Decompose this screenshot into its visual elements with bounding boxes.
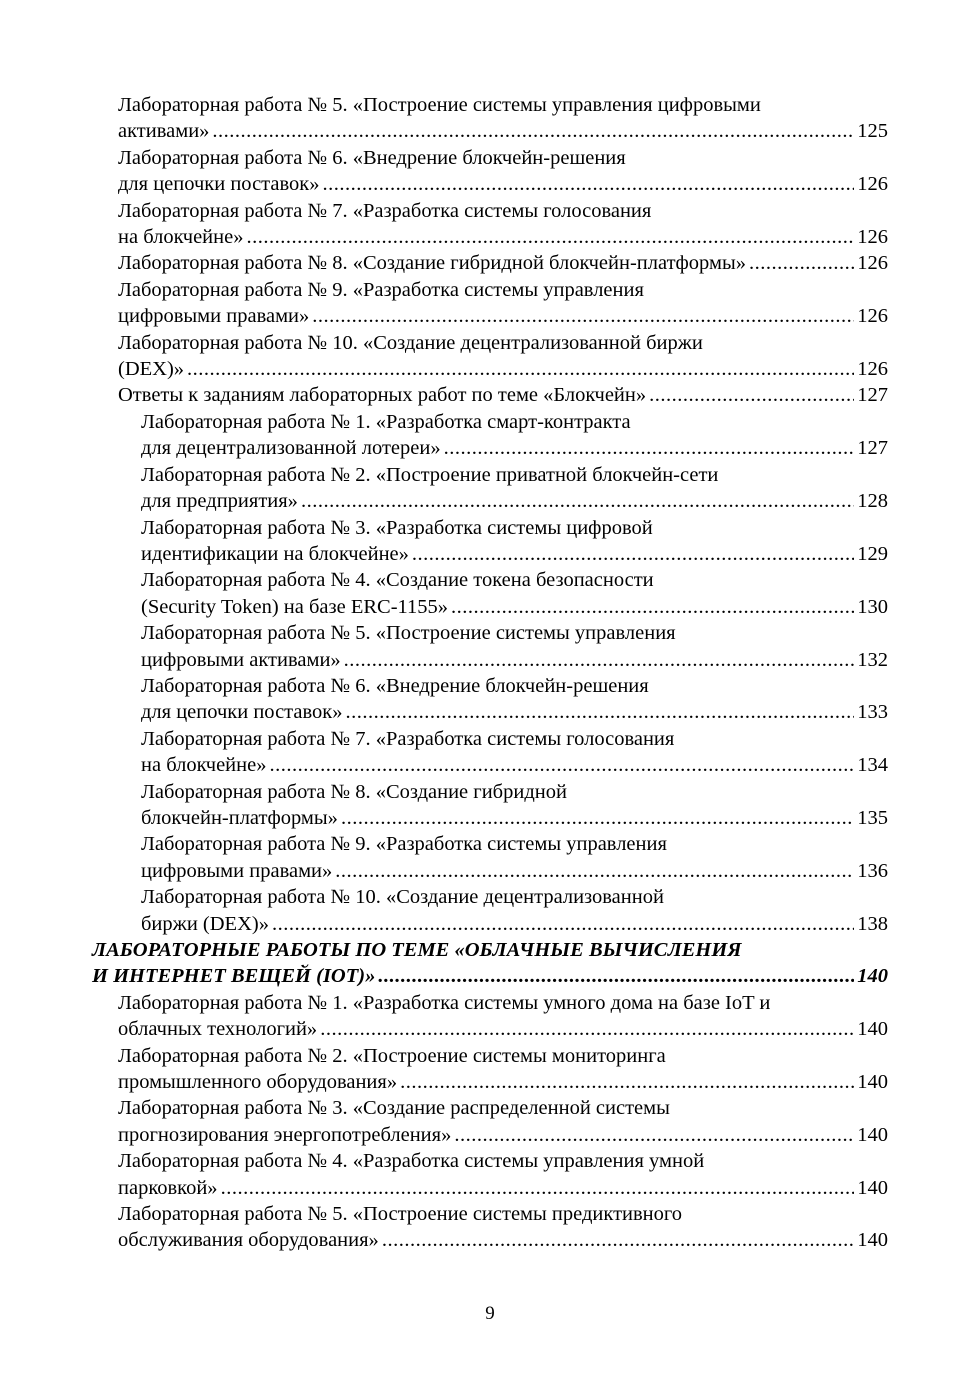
toc-page-number: 140 (857, 1229, 888, 1252)
toc-entry-title-line: блокчейн-платформы» (141, 806, 338, 829)
toc-entry-title-line: Лабораторная работа № 5. «Построение системы предиктивного (118, 1203, 683, 1226)
dot-leader (378, 963, 854, 989)
toc-page-number: 138 (857, 912, 888, 935)
toc-entry[interactable] (92, 1043, 888, 1096)
toc-page-number: 135 (857, 806, 888, 829)
toc-entry-title-line: для предприятия» (141, 490, 298, 513)
toc-entry-title-line: на блокчейне» (141, 754, 267, 777)
toc-entry-title-line: парковкой» (118, 1176, 218, 1199)
dot-leader (454, 1122, 854, 1148)
toc-entry[interactable] (92, 145, 888, 198)
dot-leader (301, 488, 854, 514)
toc-entry-title-line: прогнозирования энергопотребления» (118, 1123, 452, 1146)
dot-leader (451, 594, 854, 620)
toc-entry-title-line: цифровыми правами» (118, 305, 310, 328)
toc-page-number: 126 (857, 305, 888, 328)
toc-entry-title-line: Лабораторная работа № 6. «Внедрение блокчейн-решения (141, 674, 649, 697)
toc-entry[interactable] (92, 330, 888, 383)
toc-entry-title-line: активами» (118, 120, 210, 143)
toc-entry[interactable] (92, 620, 888, 673)
dot-leader (272, 911, 854, 937)
toc-page-number: 126 (857, 252, 888, 275)
dot-leader (382, 1227, 854, 1253)
toc-page-number: 130 (857, 595, 888, 618)
dot-leader (444, 435, 855, 461)
toc-entry-title-line: Лабораторная работа № 5. «Построение системы управления цифровыми (118, 94, 761, 116)
table-of-contents (92, 92, 888, 1254)
dot-leader (412, 541, 854, 567)
toc-entry[interactable] (92, 409, 888, 462)
toc-entry-title-line: Лабораторная работа № 10. «Создание децентрализованной (141, 886, 664, 909)
toc-entry-title-line: обслуживания оборудования» (118, 1229, 379, 1252)
toc-entry[interactable] (92, 198, 888, 251)
toc-entry-title-line: Лабораторная работа № 1. «Разработка смарт-контракта (141, 410, 631, 433)
toc-entry-title-line: (Security Token) на базе ERC-1155» (141, 595, 449, 618)
toc-entry-title-line: (DEX)» (118, 358, 185, 381)
toc-entry[interactable] (92, 250, 888, 276)
dot-leader (322, 171, 854, 197)
toc-page-number: 128 (857, 490, 888, 513)
toc-entry[interactable] (92, 673, 888, 726)
toc-entry[interactable] (92, 779, 888, 832)
toc-entry-title-line: Лабораторная работа № 3. «Создание распределенной системы (118, 1097, 670, 1120)
toc-entry-title-line: цифровыми правами» (141, 859, 333, 882)
toc-page-number: 134 (857, 754, 888, 777)
toc-entry-title-line: Лабораторная работа № 5. «Построение системы управления (141, 622, 676, 645)
toc-entry[interactable] (92, 937, 888, 990)
toc-entry-title-line: Лабораторная работа № 1. «Разработка системы умного дома на базе IoT и (118, 991, 771, 1014)
dot-leader (269, 752, 854, 778)
toc-page-number: 136 (857, 859, 888, 882)
toc-entry-title-line: Ответы к заданиям лабораторных работ по теме «Блокчейн» (118, 384, 647, 407)
toc-entry-title-line: Лабораторная работа № 9. «Разработка системы управления (118, 278, 644, 301)
toc-entry[interactable] (92, 1148, 888, 1201)
toc-entry-title-line: для децентрализованной лотереи» (141, 437, 441, 460)
dot-leader (320, 1016, 854, 1042)
dot-leader (221, 1175, 855, 1201)
toc-page-number: 140 (857, 1018, 888, 1041)
dot-leader (341, 805, 854, 831)
toc-entry[interactable] (92, 277, 888, 330)
toc-entry-title-line: Лабораторная работа № 3. «Разработка системы цифровой (141, 516, 653, 539)
dot-leader (749, 250, 854, 276)
toc-entry-title-line: цифровыми активами» (141, 648, 341, 671)
toc-page-number: 125 (857, 120, 888, 143)
toc-entry[interactable] (92, 1095, 888, 1148)
toc-page-number: 127 (857, 384, 888, 407)
toc-entry[interactable] (92, 831, 888, 884)
toc-entry-title-line: Лабораторная работа № 8. «Создание гибридной (141, 780, 567, 803)
toc-entry-title-line: на блокчейне» (118, 226, 244, 249)
toc-page-number: 133 (857, 701, 888, 724)
toc-entry-title-line: ЛАБОРАТОРНЫЕ РАБОТЫ ПО ТЕМЕ «ОБЛАЧНЫЕ ВЫЧИСЛЕНИЯ (92, 939, 742, 961)
toc-entry-title-line: Лабораторная работа № 4. «Создание токена безопасности (141, 569, 654, 592)
toc-page-number: 129 (857, 542, 888, 565)
toc-page-number: 140 (857, 1071, 888, 1094)
toc-entry[interactable] (92, 462, 888, 515)
page-number: 9 (485, 1303, 495, 1324)
dot-leader (335, 858, 854, 884)
toc-page-number: 140 (857, 1123, 888, 1146)
toc-entry-title-line: идентификации на блокчейне» (141, 542, 409, 565)
toc-entry[interactable] (92, 567, 888, 620)
toc-entry-title-line: для цепочки поставок» (141, 701, 343, 724)
toc-entry-title-line: Лабораторная работа № 6. «Внедрение блокчейн-решения (118, 146, 626, 169)
dot-leader (312, 303, 854, 329)
dot-leader (649, 382, 854, 408)
toc-entry-title-line: Лабораторная работа № 7. «Разработка системы голосования (118, 199, 652, 222)
toc-page-number: 132 (857, 648, 888, 671)
toc-entry[interactable] (92, 990, 888, 1043)
toc-entry-title-line: для цепочки поставок» (118, 173, 320, 196)
toc-entry-title-line: Лабораторная работа № 10. «Создание децентрализованной биржи (118, 331, 703, 354)
toc-entry-title-line: промышленного оборудования» (118, 1071, 398, 1094)
dot-leader (187, 356, 854, 382)
toc-entry-title-line: Лабораторная работа № 7. «Разработка системы голосования (141, 727, 675, 750)
toc-entry-title-line: Лабораторная работа № 2. «Построение системы мониторинга (118, 1044, 666, 1067)
toc-entry-title-line: Лабораторная работа № 2. «Построение приватной блокчейн-сети (141, 463, 719, 486)
toc-entry-title-line: Лабораторная работа № 8. «Создание гибридной блокчейн-платформы» (118, 252, 746, 275)
toc-page-number: 126 (857, 358, 888, 381)
toc-entry[interactable] (92, 382, 888, 408)
toc-entry-title-line: облачных технологий» (118, 1018, 318, 1041)
toc-entry[interactable] (92, 726, 888, 779)
toc-page-number: 126 (857, 173, 888, 196)
toc-entry-title-line: биржи (DEX)» (141, 912, 269, 935)
toc-page-number: 140 (857, 965, 888, 988)
dot-leader (246, 224, 854, 250)
toc-page-number: 126 (857, 226, 888, 249)
toc-entry-title-line: И ИНТЕРНЕТ ВЕЩЕЙ (IOT)» (92, 965, 376, 988)
toc-entry-title-line: Лабораторная работа № 9. «Разработка системы управления (141, 833, 667, 856)
toc-entry[interactable] (92, 884, 888, 937)
toc-entry-title-line: Лабораторная работа № 4. «Разработка системы управления умной (118, 1150, 705, 1173)
dot-leader (345, 699, 854, 725)
toc-page-number: 140 (857, 1176, 888, 1199)
toc-entry[interactable] (92, 92, 888, 145)
toc-page-number: 127 (857, 437, 888, 460)
toc-entry[interactable] (92, 515, 888, 568)
dot-leader (212, 118, 854, 144)
dot-leader (344, 647, 855, 673)
dot-leader (400, 1069, 854, 1095)
toc-entry[interactable] (92, 1201, 888, 1254)
